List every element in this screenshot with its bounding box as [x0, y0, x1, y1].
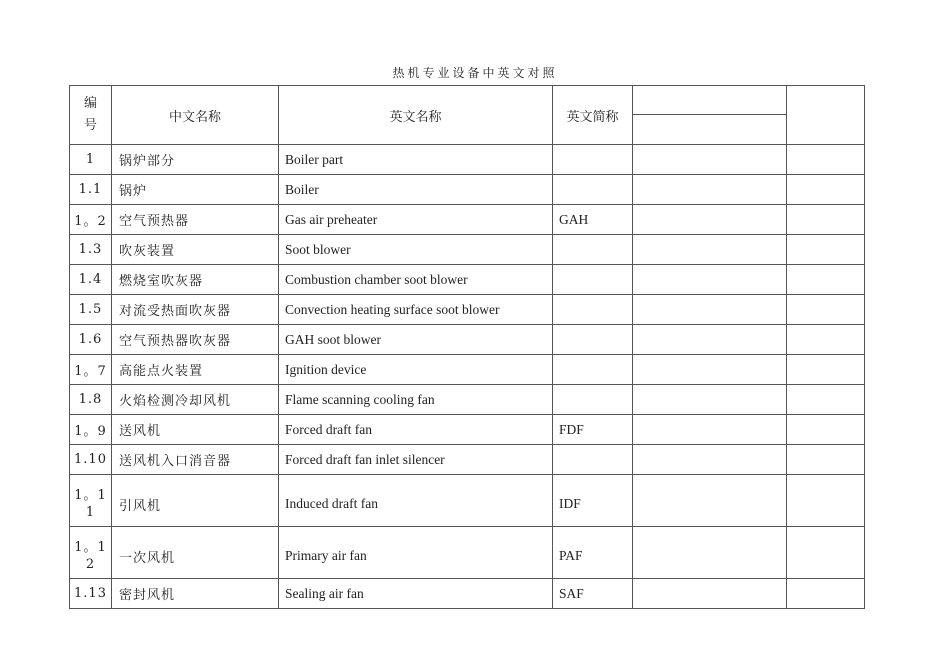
table-row — [70, 265, 865, 295]
row-number — [70, 527, 112, 579]
row-chinese-name: 对流受热面吹灰器 — [112, 295, 279, 325]
row-english-name: Sealing air fan — [279, 579, 553, 609]
header-extra-cell — [633, 115, 787, 145]
row-english-abbr: PAF — [553, 527, 633, 579]
row-extra-cell — [787, 265, 865, 295]
row-english-name: Forced draft fan — [279, 415, 553, 445]
row-english-abbr: GAH — [553, 205, 633, 235]
row-english-name: Forced draft fan inlet silencer — [279, 445, 553, 475]
row-number: 1.3 — [70, 235, 112, 265]
row-extra-cell — [633, 145, 787, 175]
row-english-abbr — [553, 445, 633, 475]
row-extra-cell — [787, 325, 865, 355]
row-english-name: Ignition device — [279, 355, 553, 385]
header-number-line2: 号 — [83, 118, 97, 133]
row-extra-cell — [633, 295, 787, 325]
row-chinese-name: 高能点火装置 — [112, 355, 279, 385]
row-english-name: Flame scanning cooling fan — [279, 385, 553, 415]
row-extra-cell — [633, 325, 787, 355]
row-extra-cell — [787, 145, 865, 175]
header-english-abbr: 英文简称 — [553, 86, 633, 145]
row-english-name: Convection heating surface soot blower — [279, 295, 553, 325]
row-number: 1。9 — [70, 415, 112, 445]
table-row — [70, 175, 865, 205]
row-extra-cell — [633, 475, 787, 527]
row-english-name: Boiler part — [279, 145, 553, 175]
row-english-abbr: FDF — [553, 415, 633, 445]
row-chinese-name: 火焰检测冷却风机 — [112, 385, 279, 415]
row-extra-cell — [787, 475, 865, 527]
equipment-table — [69, 85, 865, 609]
table-row — [70, 355, 865, 385]
row-number: 1.1 — [70, 175, 112, 205]
row-number — [70, 475, 112, 527]
row-extra-cell — [633, 385, 787, 415]
row-chinese-name: 燃烧室吹灰器 — [112, 265, 279, 295]
table-row — [70, 385, 865, 415]
row-number: 1 — [70, 145, 112, 175]
row-extra-cell — [633, 205, 787, 235]
row-english-abbr — [553, 355, 633, 385]
header-chinese-name: 中文名称 — [112, 86, 279, 145]
table-row — [70, 475, 865, 527]
row-number: 1.10 — [70, 445, 112, 475]
row-english-abbr — [553, 385, 633, 415]
row-extra-cell — [633, 579, 787, 609]
table-row — [70, 235, 865, 265]
row-english-name: Gas air preheater — [279, 205, 553, 235]
row-number-line2: 1 — [85, 505, 96, 520]
document-title: 热机专业设备中英文对照 — [392, 66, 558, 80]
row-chinese-name: 锅炉 — [112, 175, 279, 205]
row-extra-cell — [633, 175, 787, 205]
table-row — [70, 445, 865, 475]
row-english-name: Induced draft fan — [279, 475, 553, 527]
row-english-name: Boiler — [279, 175, 553, 205]
header-extra-cell — [787, 86, 865, 145]
row-number-line1: 1。1 — [74, 488, 107, 503]
row-extra-cell — [633, 265, 787, 295]
row-extra-cell — [787, 579, 865, 609]
row-english-abbr — [553, 295, 633, 325]
row-number-line2: 2 — [85, 557, 96, 572]
row-number: 1.13 — [70, 579, 112, 609]
row-english-abbr — [553, 325, 633, 355]
row-chinese-name: 吹灰装置 — [112, 235, 279, 265]
row-extra-cell — [787, 445, 865, 475]
row-english-abbr — [553, 175, 633, 205]
row-number: 1.8 — [70, 385, 112, 415]
row-english-abbr — [553, 145, 633, 175]
row-chinese-name: 锅炉部分 — [112, 145, 279, 175]
table-row — [70, 527, 865, 579]
table-header-row — [70, 86, 865, 115]
row-extra-cell — [633, 235, 787, 265]
row-extra-cell — [787, 385, 865, 415]
header-number — [70, 86, 112, 145]
row-chinese-name: 密封风机 — [112, 579, 279, 609]
row-chinese-name: 送风机 — [112, 415, 279, 445]
row-extra-cell — [633, 355, 787, 385]
table-row — [70, 415, 865, 445]
table-row — [70, 579, 865, 609]
row-english-name: Combustion chamber soot blower — [279, 265, 553, 295]
row-chinese-name: 空气预热器 — [112, 205, 279, 235]
table-row — [70, 145, 865, 175]
row-chinese-name: 引风机 — [112, 475, 279, 527]
row-extra-cell — [633, 527, 787, 579]
row-number: 1。7 — [70, 355, 112, 385]
row-extra-cell — [787, 175, 865, 205]
row-extra-cell — [787, 355, 865, 385]
row-number: 1.5 — [70, 295, 112, 325]
row-english-name: Primary air fan — [279, 527, 553, 579]
row-extra-cell — [787, 527, 865, 579]
row-english-name: Soot blower — [279, 235, 553, 265]
row-extra-cell — [633, 415, 787, 445]
row-extra-cell — [787, 415, 865, 445]
row-extra-cell — [787, 235, 865, 265]
header-english-name: 英文名称 — [279, 86, 553, 145]
row-number: 1。2 — [70, 205, 112, 235]
row-english-abbr — [553, 235, 633, 265]
table-row — [70, 295, 865, 325]
table-row — [70, 205, 865, 235]
row-english-name: GAH soot blower — [279, 325, 553, 355]
header-extra-cell — [633, 86, 787, 115]
row-chinese-name: 一次风机 — [112, 527, 279, 579]
row-english-abbr: IDF — [553, 475, 633, 527]
row-number-line1: 1。1 — [74, 540, 107, 555]
row-english-abbr — [553, 265, 633, 295]
row-number: 1.6 — [70, 325, 112, 355]
row-chinese-name: 送风机入口消音器 — [112, 445, 279, 475]
row-extra-cell — [787, 205, 865, 235]
row-english-abbr: SAF — [553, 579, 633, 609]
row-chinese-name: 空气预热器吹灰器 — [112, 325, 279, 355]
table-row — [70, 325, 865, 355]
row-extra-cell — [787, 295, 865, 325]
row-extra-cell — [633, 445, 787, 475]
header-number-line1: 编 — [83, 96, 97, 111]
row-number: 1.4 — [70, 265, 112, 295]
